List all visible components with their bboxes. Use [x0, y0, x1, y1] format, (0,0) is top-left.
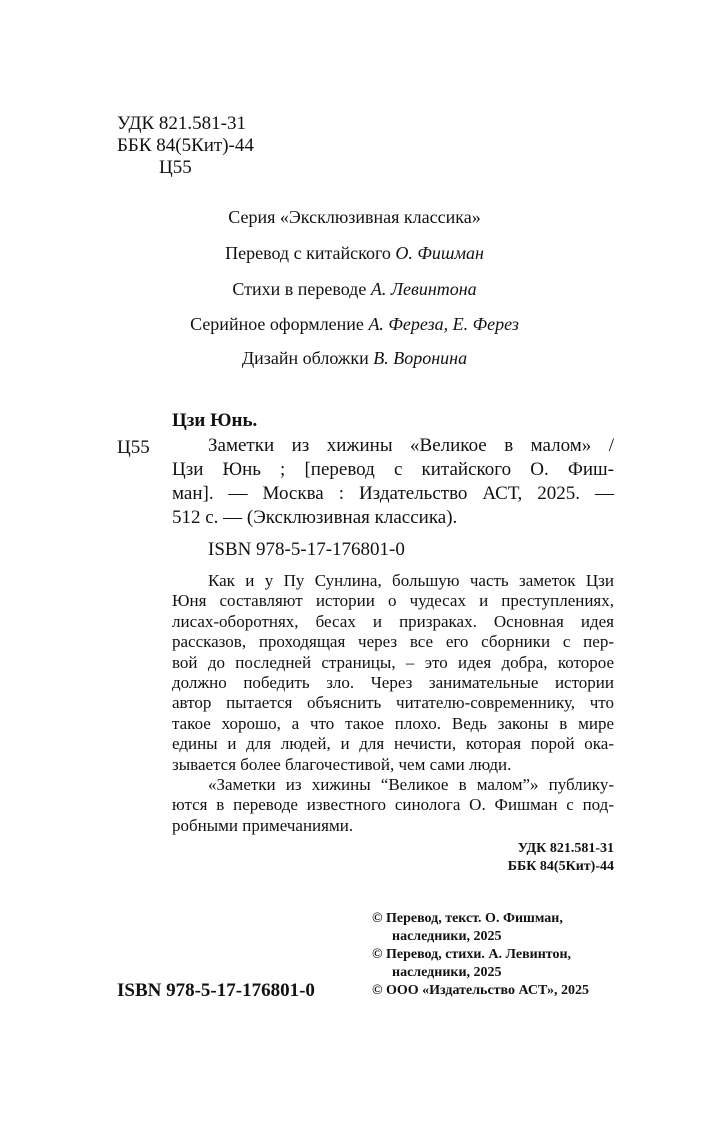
- annotation-line: «Заметки из хижины “Великое в малом”» публику-: [208, 774, 614, 794]
- copyright-block: [372, 910, 589, 1000]
- credit-prefix: Серийное оформление: [190, 314, 369, 334]
- biblio-line: Цзи Юнь ; [перевод с китайского О. Фиш-: [172, 459, 614, 480]
- annotation-line: Как и у Пу Сунлина, большую часть заметок Цзи: [208, 571, 614, 590]
- biblio-isbn: ISBN 978-5-17-176801-0: [208, 539, 405, 560]
- copyright-line: © ООО «Издательство АСТ», 2025: [372, 983, 590, 998]
- credit-name: В. Воронина: [373, 348, 468, 368]
- credit-prefix: Стихи в переводе: [232, 279, 371, 299]
- biblio-line: ман]. — Москва : Издательство АСТ, 2025. —: [172, 483, 614, 504]
- credit-prefix: Перевод с китайского: [225, 243, 396, 263]
- copyright-line: © Перевод, стихи. А. Левинтон,: [372, 947, 572, 962]
- author-sign: Ц55: [159, 157, 192, 178]
- annotation-line: вой до последней страницы, – это идея добра, которое: [172, 652, 614, 672]
- cover-design-credit: [0, 347, 709, 369]
- udk-code-bold: УДК 821.581-31: [517, 841, 614, 856]
- credit-name: О. Фишман: [395, 243, 484, 263]
- annotation-line: робными примечаниями.: [172, 815, 354, 835]
- annotation: [172, 571, 614, 836]
- series-design-credit: [0, 313, 709, 335]
- biblio-description: [172, 434, 614, 530]
- annotation-line: должно победить зло. Через занимательные истории: [172, 672, 614, 692]
- annotation-line: автор пытается объяснить читателю-современнику, что: [172, 693, 614, 713]
- isbn-bottom: ISBN 978-5-17-176801-0: [117, 980, 315, 1001]
- copyright-line: наследники, 2025: [392, 929, 502, 944]
- annotation-line: едины и для людей, и для нечисти, которая порой ока-: [172, 734, 614, 754]
- series-credit: [0, 206, 709, 228]
- bbk-code-bold: ББК 84(5Кит)-44: [507, 859, 614, 874]
- annotation-line: рассказов, проходящая через все его сборники с пер-: [172, 632, 614, 652]
- annotation-line: лисах-оборотнях, бесах и призраках. Основная идея: [172, 611, 614, 631]
- credit-prefix: Дизайн обложки: [241, 348, 374, 368]
- poems-credit: [0, 278, 709, 300]
- credit-prefix: Серия «Эксклюзивная классика»: [228, 207, 481, 227]
- credit-name: А. Фереза, Е. Ферез: [368, 314, 519, 334]
- biblio-line: Заметки из хижины «Великое в малом» /: [208, 435, 614, 456]
- bbk-code: ББК 84(5Кит)-44: [117, 135, 254, 156]
- biblio-author: Цзи Юнь.: [172, 410, 258, 431]
- udk-code: УДК 821.581-31: [117, 113, 246, 134]
- biblio-sign: Ц55: [117, 437, 150, 458]
- credit-name: А. Левинтона: [370, 279, 477, 299]
- copyright-line: © Перевод, текст. О. Фишман,: [372, 911, 563, 926]
- annotation-line: зывается более благочестивой, чем сами люди.: [172, 754, 512, 774]
- copyright-line: наследники, 2025: [392, 965, 502, 980]
- biblio-line: 512 с. — (Эксклюзивная классика).: [172, 507, 458, 528]
- translator-credit: [0, 242, 709, 264]
- annotation-line: Юня составляют истории о чудесах и преступлениях,: [172, 591, 614, 611]
- annotation-line: ются в переводе известного синолога О. Фишман с под-: [172, 795, 614, 815]
- annotation-line: такое хорошо, а что такое плохо. Ведь законы в мире: [172, 713, 614, 733]
